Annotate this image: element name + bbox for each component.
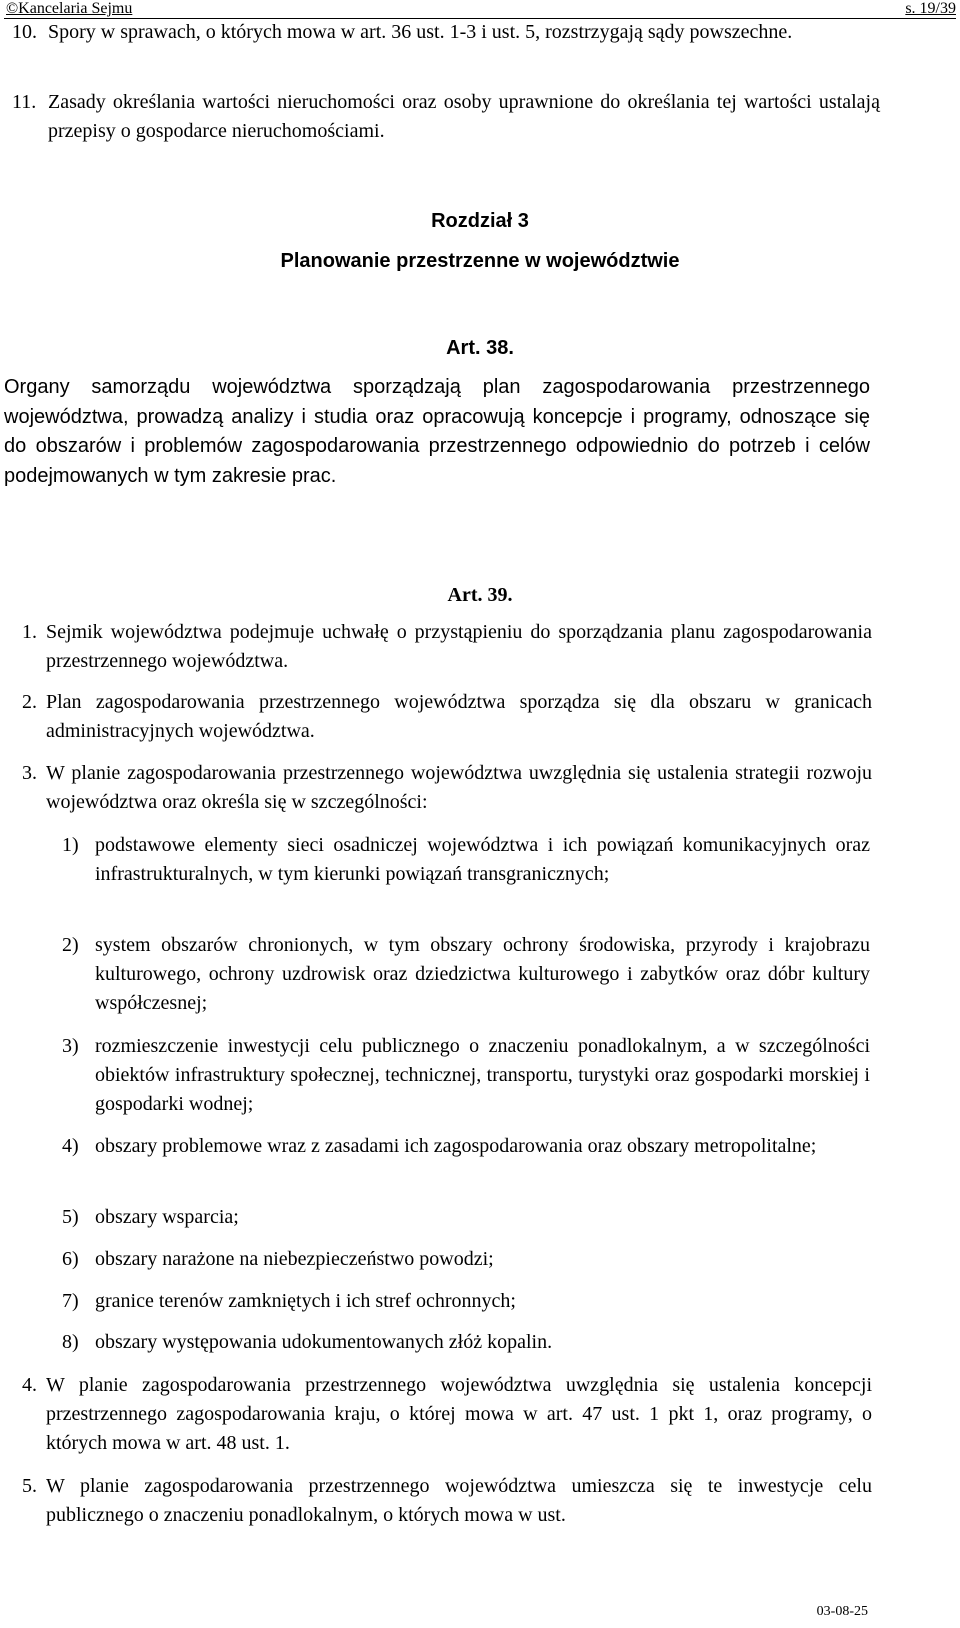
point-number: 6) (62, 1248, 79, 1270)
ust-number: 3. (22, 762, 37, 784)
point-text: obszary występowania udokumentowanych złóż kopalin. (95, 1331, 553, 1353)
document-date: 03-08-25 (816, 1604, 868, 1619)
point-8 (62, 1328, 870, 1357)
article-39-ust-2 (22, 688, 872, 746)
ust-text: W planie zagospodarowania przestrzennego województwa uwzględnia się ustalenia koncepcji przestrzennego zagospodarowania kraju, o której mowa w art. 47 ust. 1 pkt 1, oraz programy, o których mowa w art. 48 ust. 1. (46, 1374, 872, 1454)
chapter-number: Rozdział 3 (431, 210, 529, 232)
ust-text: W planie zagospodarowania przestrzennego województwa uwzględnia się ustalenia strategii rozwoju województwa oraz określa się w szczególności: (46, 762, 872, 813)
ust-number: 5. (22, 1475, 37, 1497)
paragraph-number: 11. (12, 91, 37, 113)
ust-text: Plan zagospodarowania przestrzennego województwa sporządza się dla obszaru w granicach administracyjnych województwa. (46, 691, 872, 742)
point-number: 2) (62, 934, 79, 956)
article-39-heading: Art. 39. (447, 584, 513, 606)
point-6 (62, 1245, 870, 1274)
point-number: 3) (62, 1035, 79, 1057)
publisher-label: ©Kancelaria Sejmu (6, 0, 133, 17)
point-1 (62, 831, 870, 889)
point-number: 8) (62, 1331, 79, 1353)
ust-number: 1. (22, 621, 37, 643)
article-38-heading: Art. 38. (446, 337, 514, 359)
point-text: podstawowe elementy sieci osadniczej województwa i ich powiązań komunikacyjnych oraz infrastrukturalnych, w tym kierunki powiązań transgranicznych; (95, 834, 870, 885)
article-39-ust-5 (22, 1472, 872, 1530)
paragraph-11 (12, 88, 880, 146)
point-text: system obszarów chronionych, w tym obszary ochrony środowiska, przyrody i krajobrazu kulturowego, ochrony uzdrowisk oraz dziedzictwa kulturowego i zabytków oraz dóbr kultury współczesnej; (95, 934, 870, 1014)
point-number: 4) (62, 1135, 79, 1157)
page-header (0, 0, 960, 18)
article-39-ust-3 (22, 759, 872, 817)
ust-number: 2. (22, 691, 37, 713)
point-7 (62, 1287, 870, 1316)
point-4 (62, 1132, 870, 1161)
ust-number: 4. (22, 1374, 37, 1396)
page-number: s. 19/39 (905, 0, 956, 17)
point-5 (62, 1203, 870, 1232)
point-number: 1) (62, 834, 79, 856)
point-3 (62, 1032, 870, 1119)
point-text: obszary narażone na niebezpieczeństwo powodzi; (95, 1248, 494, 1270)
paragraph-10 (12, 18, 880, 47)
point-2 (62, 931, 870, 1018)
point-text: obszary wsparcia; (95, 1206, 239, 1228)
article-39-ust-1 (22, 618, 872, 676)
point-text: rozmieszczenie inwestycji celu publicznego o znaczeniu ponadlokalnym, a w szczególności obiektów infrastruktury społecznej, technicznej, transportu, turystyki oraz gospodarki morskiej i gospodarki wodnej; (95, 1035, 870, 1115)
ust-text: W planie zagospodarowania przestrzennego województwa umieszcza się te inwestycje celu publicznego o znaczeniu ponadlokalnym, o których mowa w ust. (46, 1475, 872, 1526)
point-number: 7) (62, 1290, 79, 1312)
point-number: 5) (62, 1206, 79, 1228)
paragraph-text: Zasady określania wartości nieruchomości oraz osoby uprawnione do określania tej wartości ustalają przepisy o gospodarce nieruchomościami. (48, 91, 880, 142)
paragraph-number: 10. (12, 21, 37, 43)
paragraph-text: Spory w sprawach, o których mowa w art. 36 ust. 1-3 i ust. 5, rozstrzygają sądy powszechne. (48, 21, 793, 43)
article-39-ust-4 (22, 1371, 872, 1458)
point-text: obszary problemowe wraz z zasadami ich zagospodarowania oraz obszary metropolitalne; (95, 1135, 817, 1157)
ust-text: Sejmik województwa podejmuje uchwałę o przystąpieniu do sporządzania planu zagospodarowania przestrzennego województwa. (46, 621, 872, 672)
article-38-text: Organy samorządu województwa sporządzają plan zagospodarowania przestrzennego województwa, prowadzą analizy i studia oraz opracowują koncepcje i programy, odnoszące się do obszarów i problemów zagospodarowania przestrzennego odpowiednio do potrzeb i celów podejmowanych w tym zakresie prac. (4, 376, 870, 487)
point-text: granice terenów zamkniętych i ich stref ochronnych; (95, 1290, 516, 1312)
chapter-title: Planowanie przestrzenne w województwie (280, 250, 680, 272)
